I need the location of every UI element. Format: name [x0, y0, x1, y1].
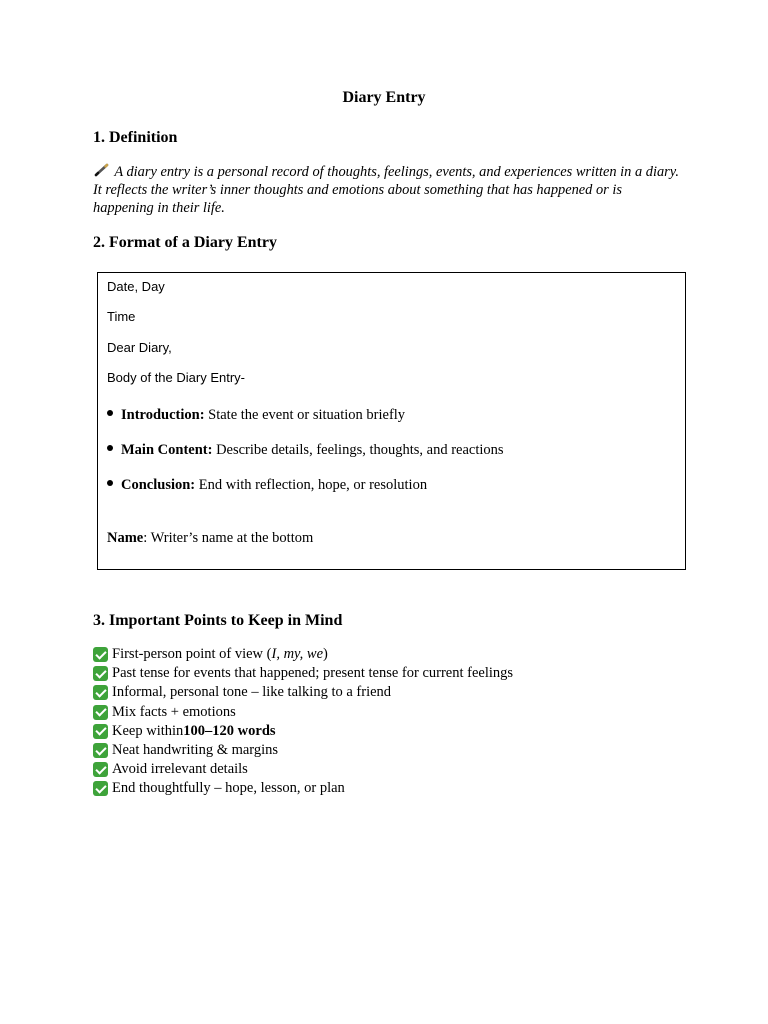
- check-icon: [93, 705, 108, 720]
- bullet-text: Describe details, feelings, thoughts, and reactions: [212, 442, 504, 458]
- list-item: Keep within 100–120 words: [93, 722, 513, 741]
- format-line-body: Body of the Diary Entry-: [107, 370, 245, 385]
- bullet-dot-icon: [107, 410, 113, 416]
- name-text: : Writer’s name at the bottom: [143, 530, 314, 546]
- format-bullet-main-content: [107, 441, 504, 459]
- check-icon: [93, 762, 108, 777]
- bullet-text: End with reflection, hope, or resolution: [195, 477, 428, 493]
- list-item: Avoid irrelevant details: [93, 760, 513, 779]
- list-item: Past tense for events that happened; present tense for current feelings: [93, 664, 513, 683]
- format-line-salutation: Dear Diary,: [107, 340, 172, 355]
- bullet-label: Introduction:: [121, 407, 205, 423]
- list-item: First-person point of view ( I, my, we ): [93, 645, 513, 664]
- format-line-date: Date, Day: [107, 279, 165, 294]
- format-name-line: [107, 529, 313, 547]
- bullet-dot-icon: [107, 445, 113, 451]
- check-icon: [93, 781, 108, 796]
- list-item: Informal, personal tone – like talking to a friend: [93, 683, 513, 702]
- check-icon: [93, 685, 108, 700]
- points-list: [93, 645, 513, 799]
- list-item: Mix facts + emotions: [93, 703, 513, 722]
- definition-heading: 1. Definition: [93, 129, 178, 146]
- check-icon: [93, 724, 108, 739]
- page-title: Diary Entry: [342, 89, 426, 106]
- points-heading: 3. Important Points to Keep in Mind: [93, 612, 343, 629]
- name-label: Name: [107, 530, 144, 546]
- format-bullet-introduction: [107, 406, 405, 424]
- bullet-dot-icon: [107, 480, 113, 486]
- definition-paragraph: [93, 163, 683, 217]
- list-item: Neat handwriting & margins: [93, 741, 513, 760]
- bullet-label: Main Content:: [121, 442, 213, 458]
- format-line-time: Time: [107, 309, 136, 324]
- bullet-text: State the event or situation briefly: [204, 407, 406, 423]
- list-item: End thoughtfully – hope, lesson, or plan: [93, 779, 513, 798]
- check-icon: [93, 666, 108, 681]
- check-icon: [93, 743, 108, 758]
- bullet-label: Conclusion:: [121, 477, 196, 493]
- format-heading: 2. Format of a Diary Entry: [93, 234, 277, 251]
- pencil-icon: [93, 163, 109, 177]
- check-icon: [93, 647, 108, 662]
- definition-text: A diary entry is a personal record of thoughts, feelings, events, and experiences written in a diary. It reflects the writer’s inner thoughts and emotions about something that has happened or is happening in their life.: [93, 164, 679, 216]
- format-box: [97, 272, 686, 570]
- format-bullet-conclusion: [107, 476, 427, 494]
